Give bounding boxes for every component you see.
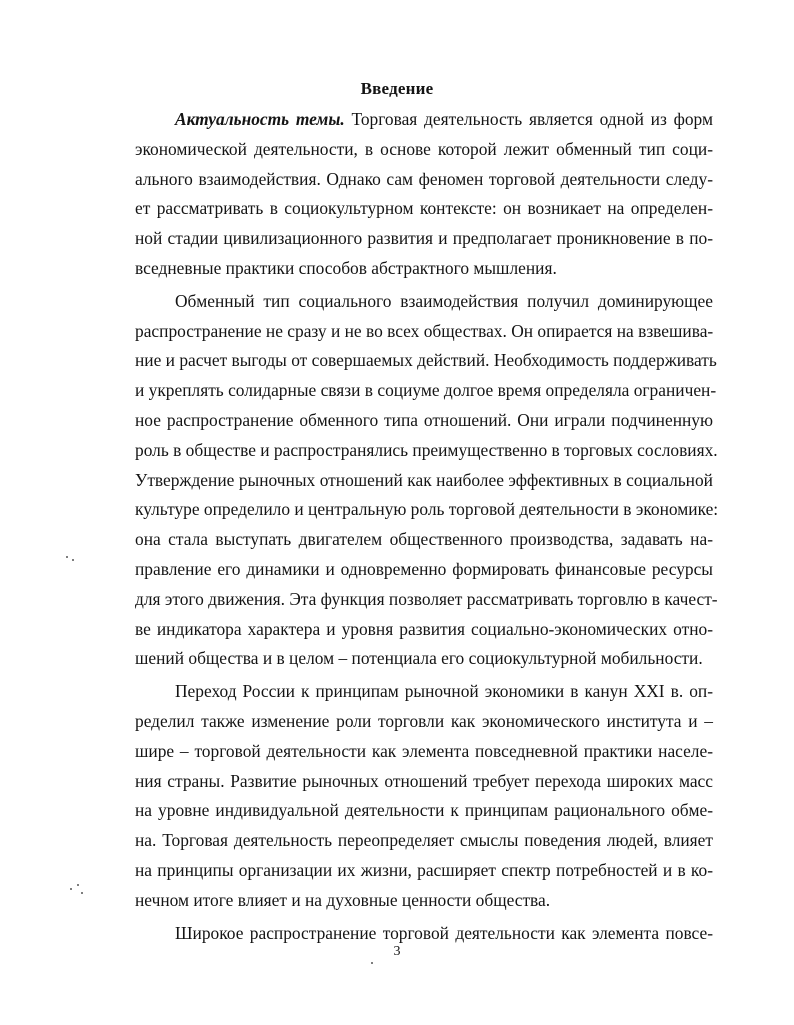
text-line: на уровне индивидуальной деятельности к принципам рационального обме- [135,800,713,821]
page-title: Введение [360,79,434,98]
text-line: экономической деятельности, в основе которой лежит обменный тип соци- [135,138,713,159]
text-line: Широкое распространение торговой деятельности как элемента повсе- [175,922,713,943]
text-line: шений общества и в целом – потенциала его социокультурной мобильности. [135,648,703,669]
text-line: нечном итоге влияет и на духовные ценности общества. [135,889,551,910]
text-line: Переход России к принципам рыночной экономики в канун XXI в. оп- [175,681,713,702]
scan-speck [66,556,68,558]
text-line: ния страны. Развитие рыночных отношений требует перехода широких масс [135,770,713,791]
text-line: роль в обществе и распространялись преимущественно в торговых сословиях. [135,439,718,460]
scan-speck [70,888,72,890]
text-line: на принципы организации их жизни, расширяет спектр потребностей и в ко- [135,859,713,880]
text-line: ального взаимодействия. Однако сам феномен торговой деятельности следу- [135,168,713,189]
text-line: распространение не сразу и не во всех обществах. Он опирается на взвешива- [135,320,714,341]
relevance-heading: Актуальность темы. [175,109,345,129]
scan-speck [72,559,74,561]
page-number: 3 [393,944,401,959]
scan-speck [81,892,83,894]
text-line: ние и расчет выгоды от совершаемых действий. Необходимость поддерживать [135,350,717,371]
text-line: ной стадии цивилизационного развития и предполагает проникновение в по- [135,228,713,249]
text-line: ет рассматривать в социокультурном контексте: он возникает на определен- [135,198,713,219]
text-line: и укреплять солидарные связи в социуме долгое время определяла ограничен- [135,380,717,401]
scan-speck [77,884,79,886]
paragraph-exchange [135,287,719,674]
text-line: для этого движения. Эта функция позволяет рассматривать торговлю в качест- [135,588,718,609]
text-line: шире – торговой деятельности как элемента повседневной практики населе- [135,740,713,761]
text-line: Актуальность темы. Торговая деятельность является одной из форм [175,109,713,129]
text-line: ределил также изменение роли торговли как экономического института и – [135,710,713,731]
text-line: вседневные практики способов абстрактного мышления. [135,257,557,278]
scan-speck [371,962,373,964]
text-line: правление его динамики и одновременно формировать финансовые ресурсы [135,558,713,579]
paragraph-relevance [135,105,713,284]
body-text [135,105,719,948]
text-line: на. Торговая деятельность переопределяет смыслы поведения людей, влияет [135,830,713,851]
paragraph-russia [135,677,713,915]
text-line: она стала выступать двигателем общественного производства, задавать на- [135,529,713,550]
text-line: ное распространение обменного типа отношений. Они играли подчиненную [135,409,713,430]
text-line: культуре определило и центральную роль торговой деятельности в экономике: [135,499,719,520]
text-line: Обменный тип социального взаимодействия получил доминирующее [175,290,713,311]
text-line: ве индикатора характера и уровня развития социально-экономических отно- [135,618,713,639]
text-line: Утверждение рыночных отношений как наиболее эффективных в социальной [135,469,713,490]
